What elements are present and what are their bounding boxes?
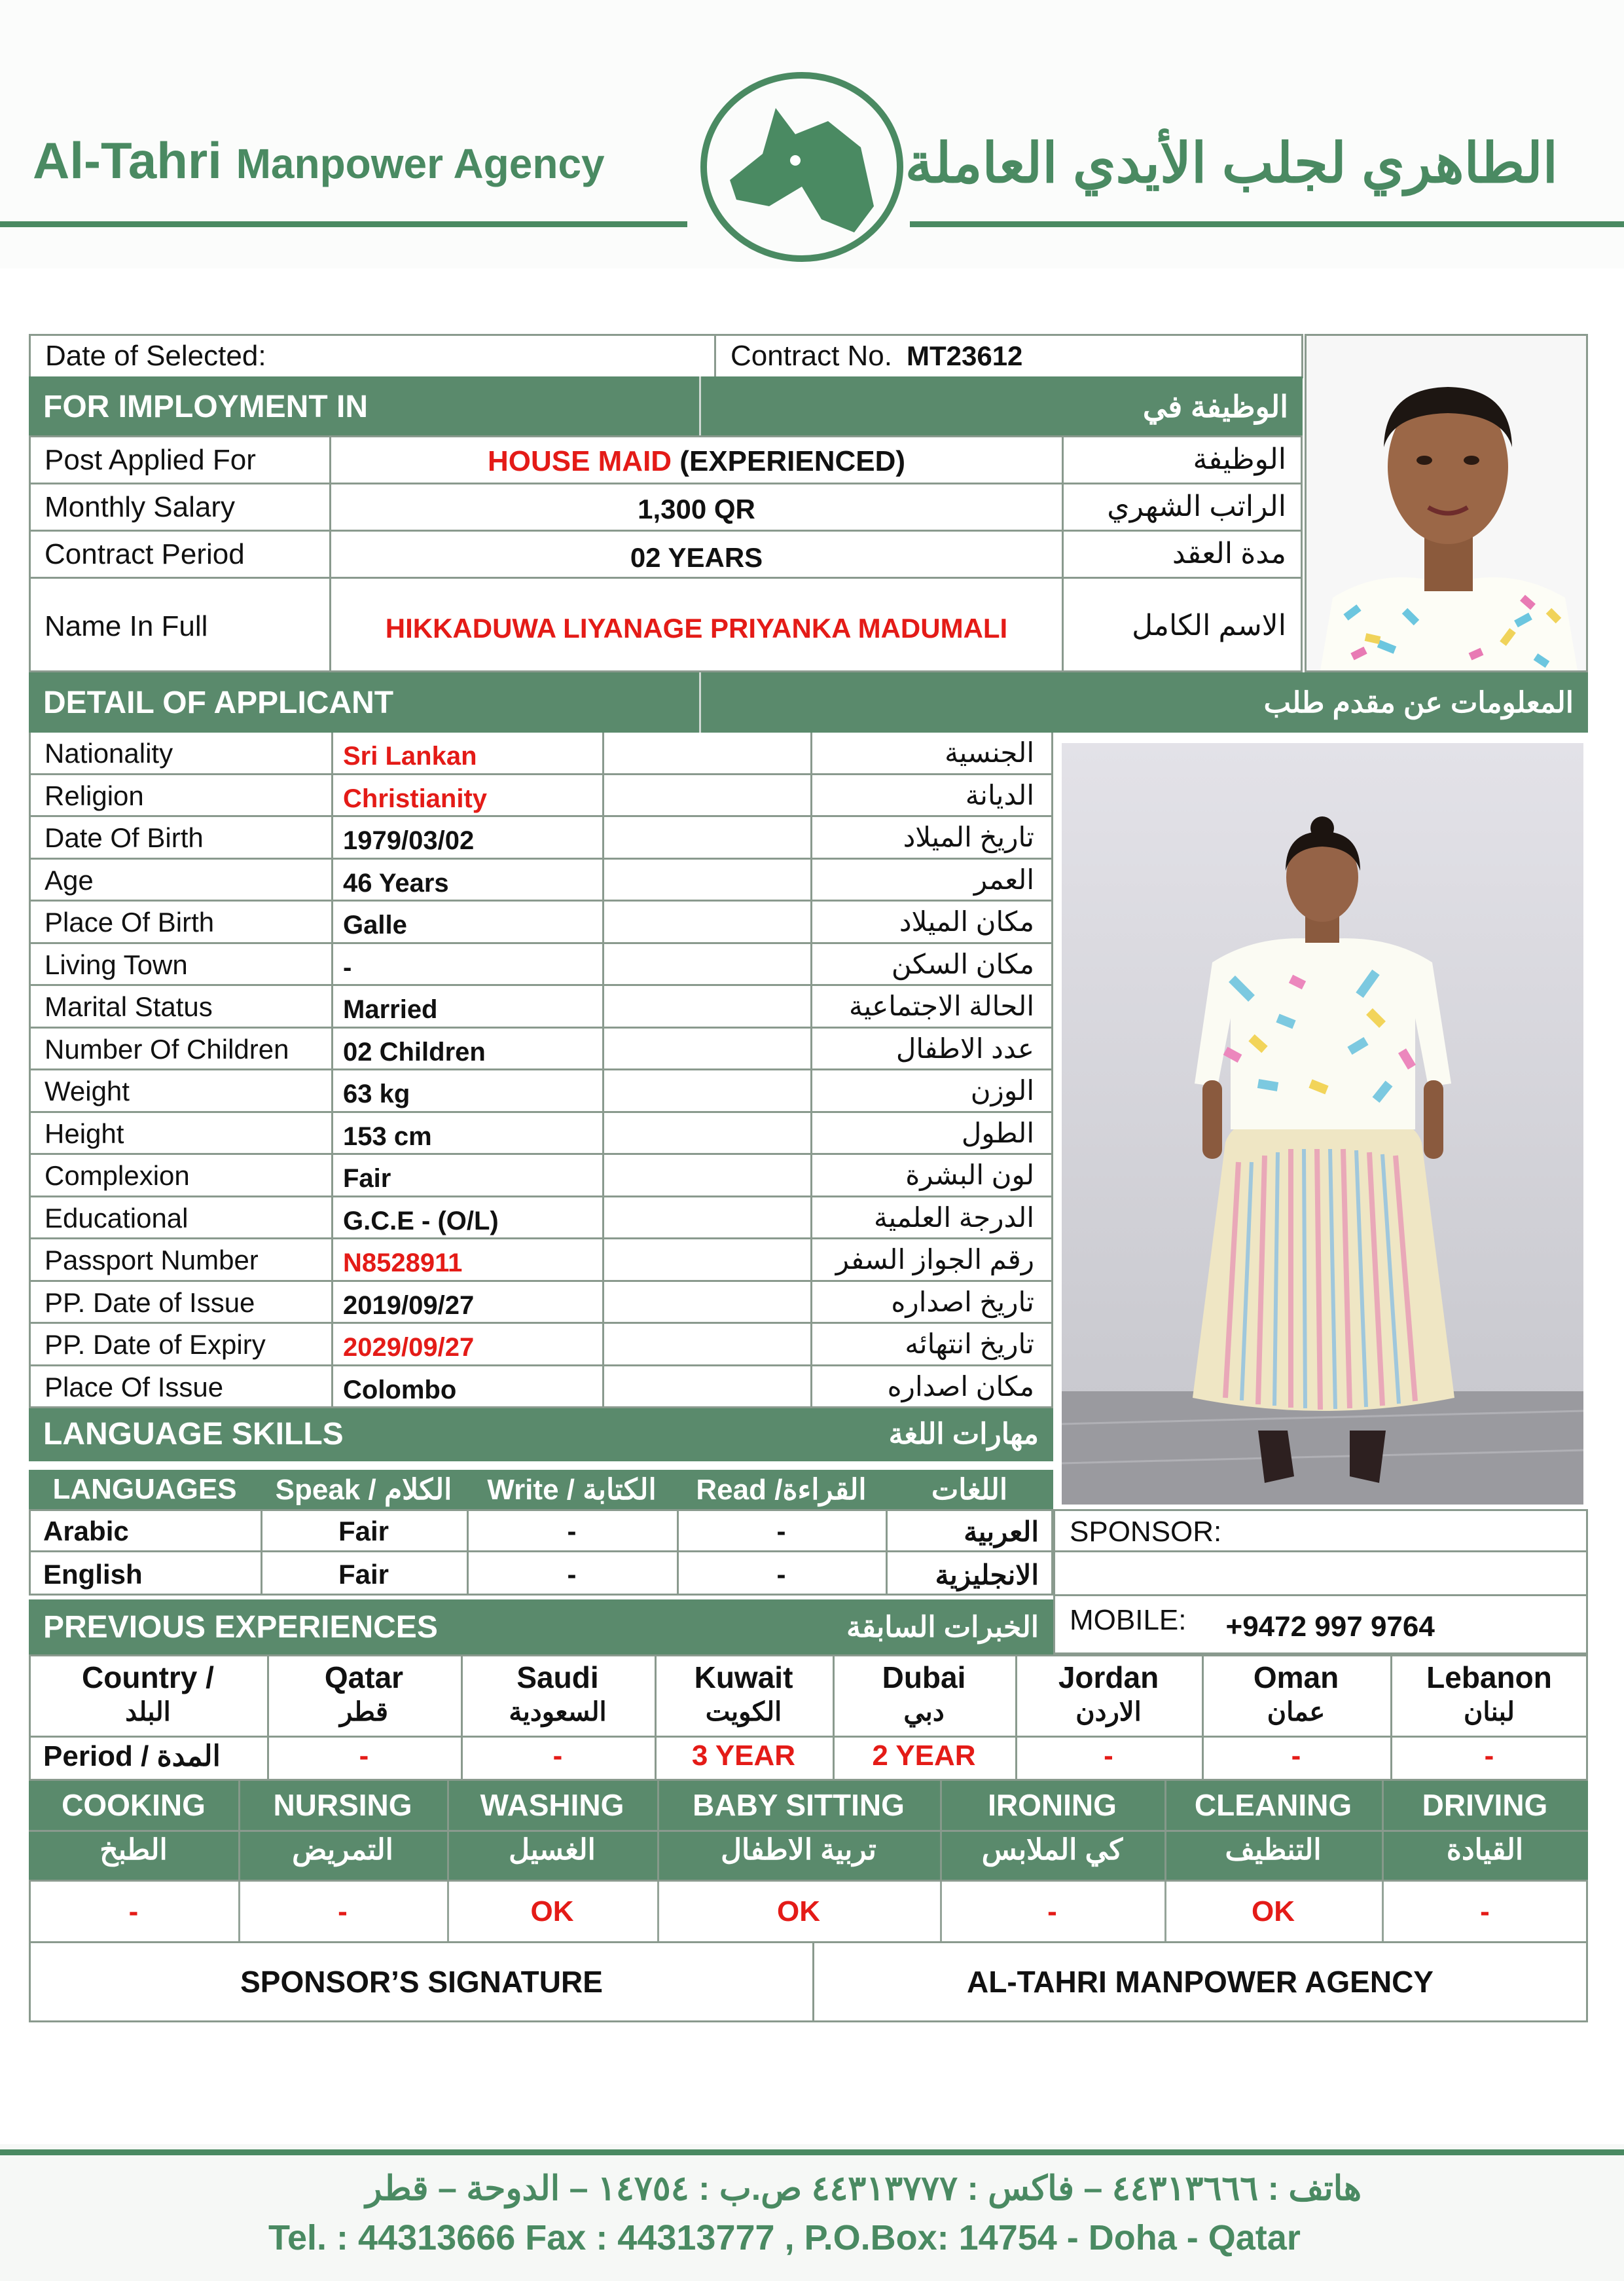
agency-name-en-part2: Manpower Agency [236, 140, 605, 187]
skill-name: NURSING [273, 1788, 412, 1822]
detail-row-line [29, 1153, 1053, 1155]
detail-value: Colombo [343, 1375, 457, 1404]
detail-title-ar: المعلومات عن مقدم طلب [1263, 686, 1574, 719]
skill-name-ar: كي الملابس [981, 1834, 1123, 1866]
detail-row-line [29, 942, 1053, 944]
detail-label-ar: الجنسية [945, 737, 1034, 768]
post-label-ar: الوظيفة [1193, 443, 1286, 475]
letterhead [0, 0, 1624, 268]
salary-label: Monthly Salary [45, 491, 236, 523]
post-value [331, 445, 1062, 478]
detail-value: 2029/09/27 [343, 1333, 475, 1362]
detail-label-ar: عدد الاطفال [895, 1032, 1034, 1064]
language-col-header: Read /القراءة [696, 1473, 867, 1506]
language-col-header: اللغات [931, 1473, 1008, 1506]
country-period: - [1104, 1740, 1113, 1772]
detail-col-divider [602, 733, 604, 1408]
post-value-main: HOUSE MAID [487, 445, 672, 477]
country-name: Lebanon [1426, 1660, 1552, 1694]
country-name: Qatar [324, 1660, 404, 1694]
detail-row-line [29, 815, 1053, 817]
footer [0, 2144, 1624, 2281]
employment-title-ar: الوظيفة في [1142, 390, 1288, 424]
country-name-ar: الكويت [705, 1698, 782, 1726]
contract-period-label: Contract Period [45, 538, 245, 570]
detail-row-line [29, 900, 1053, 902]
language-cell: - [776, 1559, 786, 1590]
mobile-number: +9472 997 9764 [1225, 1611, 1435, 1643]
detail-value: 153 cm [343, 1122, 432, 1151]
detail-value: Fair [343, 1164, 391, 1193]
skill-name: IRONING [988, 1788, 1117, 1822]
contract-cell [714, 334, 1303, 378]
detail-row-line [29, 773, 1053, 775]
detail-bar-divider [699, 672, 701, 733]
language-col-divider [886, 1509, 888, 1552]
detail-label: Living Town [45, 949, 188, 980]
mobile-label: MOBILE: [1070, 1604, 1187, 1636]
language-bar [29, 1406, 1053, 1461]
detail-label: Passport Number [45, 1245, 259, 1275]
detail-label-ar: رقم الجواز السفر [835, 1244, 1034, 1275]
detail-row-line [29, 1027, 1053, 1029]
language-cell: - [776, 1516, 786, 1546]
country-period: 3 YEAR [691, 1740, 796, 1772]
detail-label-ar: مكان اصداره [887, 1370, 1034, 1402]
salary-value: 1,300 QR [638, 494, 755, 524]
detail-row-line [29, 984, 1053, 986]
sponsor-label: SPONSOR: [1070, 1515, 1222, 1548]
skill-value: - [128, 1895, 139, 1927]
experience-bar [29, 1599, 1053, 1654]
country-period: - [552, 1740, 563, 1772]
skill-name: DRIVING [1422, 1788, 1548, 1822]
detail-label: Place Of Birth [45, 907, 215, 938]
country-name-ar: عمان [1267, 1698, 1326, 1726]
detail-label: Age [45, 864, 94, 896]
skill-value: - [1047, 1895, 1057, 1927]
footer-address-en: Tel. : 44313666 Fax : 44313777 , P.O.Box: 14754 - Doha - Qatar [268, 2218, 1301, 2257]
detail-value: Married [343, 995, 438, 1024]
skill-value: OK [777, 1895, 820, 1927]
agency-signature-cell [812, 1941, 1588, 2022]
language-col-divider [261, 1509, 262, 1552]
header-rule-right [910, 221, 1624, 227]
country-name-ar: دبي [903, 1698, 945, 1726]
language-col-header: Write / الكتابة [487, 1473, 657, 1506]
detail-label-ar: تاريخ الميلاد [903, 822, 1034, 852]
skill-name-ar: الغسيل [509, 1834, 596, 1866]
detail-label: PP. Date of Expiry [45, 1329, 266, 1360]
country-name: Dubai [882, 1660, 966, 1694]
country-name: Oman [1253, 1660, 1339, 1694]
full-name-label: Name In Full [45, 610, 208, 642]
employment-col-divider-2 [1062, 435, 1064, 672]
footer-address-ar: هاتف : ٤٤٣١٣٦٦٦ – فاكس : ٤٤٣١٣٧٧٧ ص.ب : ١٤٧٥٤ – الدوحة – قطر [365, 2170, 1362, 2208]
detail-label: Complexion [45, 1160, 190, 1191]
header-rule-left [0, 221, 687, 227]
language-col-divider [677, 1552, 679, 1596]
detail-value: 46 Years [343, 868, 449, 898]
detail-title-en: DETAIL OF APPLICANT [43, 685, 394, 720]
detail-row-line [29, 1364, 1053, 1366]
detail-row-line [29, 1406, 1053, 1408]
detail-col-divider [810, 733, 812, 1408]
language-cell: Fair [338, 1516, 389, 1546]
detail-row-line [29, 1237, 1053, 1239]
language-cell: - [567, 1559, 577, 1590]
full-name-label-ar: الاسم الكامل [1132, 610, 1286, 642]
language-cell: Fair [338, 1559, 389, 1590]
detail-label-ar: الطول [961, 1117, 1034, 1148]
language-col-divider [261, 1552, 262, 1596]
employment-title-en: FOR IMPLOYMENT IN [43, 389, 368, 424]
agency-name-en-part1: Al-Tahri [33, 132, 222, 189]
country-period: - [359, 1740, 369, 1772]
agency-signature-label: AL-TAHRI MANPOWER AGENCY [967, 1965, 1434, 1999]
country-name: Saudi [516, 1660, 599, 1694]
language-cell: Arabic [43, 1516, 129, 1546]
detail-bar [29, 672, 1588, 733]
full-body-photo [1062, 743, 1583, 1505]
language-col-divider [886, 1552, 888, 1596]
country-period: - [1484, 1740, 1494, 1772]
detail-value: 63 kg [343, 1080, 410, 1108]
detail-label-ar: العمر [973, 864, 1034, 895]
employment-bar [29, 376, 1303, 437]
detail-label-ar: تاريخ اصداره [891, 1286, 1034, 1317]
experience-title-en: PREVIOUS EXPERIENCES [43, 1609, 438, 1645]
post-value-note: (EXPERIENCED) [672, 445, 906, 477]
country-name: Country / [82, 1660, 214, 1694]
experience-title-ar: الخبرات السابقة [846, 1611, 1039, 1643]
detail-value: - [343, 953, 352, 982]
detail-row-line [29, 1322, 1053, 1324]
detail-label-ar: الديانة [965, 779, 1034, 811]
sponsor-blank-cell [1053, 1550, 1588, 1596]
experience-row-line [29, 1736, 1588, 1738]
detail-label: Place Of Issue [45, 1371, 224, 1402]
detail-label-ar: الوزن [970, 1075, 1034, 1106]
country-name: Jordan [1058, 1660, 1159, 1694]
detail-col-divider [331, 733, 333, 1408]
detail-row-line [29, 1195, 1053, 1197]
language-col-header: Speak / الكلام [275, 1473, 452, 1506]
detail-label: Number Of Children [45, 1033, 289, 1065]
language-col-divider [467, 1552, 469, 1596]
skill-name: COOKING [62, 1788, 206, 1822]
country-period: 2 YEAR [872, 1740, 976, 1772]
language-col-header: LANGUAGES [52, 1473, 237, 1505]
language-col-divider [467, 1509, 469, 1552]
skill-name-ar: التنظيف [1225, 1834, 1322, 1866]
mobile-cell [1053, 1594, 1588, 1654]
language-title-ar: مهارات اللغة [888, 1417, 1039, 1450]
country-name-ar: السعودية [509, 1698, 607, 1726]
detail-label: Date Of Birth [45, 822, 204, 853]
contract-number: MT23612 [906, 340, 1023, 371]
detail-label-ar: لون البشرة [905, 1159, 1034, 1190]
portrait-photo [1305, 334, 1588, 672]
skill-name: CLEANING [1194, 1788, 1352, 1822]
full-name-value: HIKKADUWA LIYANAGE PRIYANKA MADUMALI [385, 613, 1008, 644]
detail-row-line [29, 1068, 1053, 1070]
skill-value: OK [530, 1895, 574, 1927]
detail-label-ar: مكان الميلاد [899, 906, 1034, 937]
skills-header-line [29, 1830, 1588, 1832]
skill-name: BABY SITTING [693, 1788, 905, 1822]
country-name-ar: لبنان [1464, 1698, 1515, 1726]
skill-value: - [338, 1895, 348, 1927]
detail-label: PP. Date of Issue [45, 1286, 255, 1318]
detail-value: 02 Children [343, 1037, 486, 1067]
country-name-ar: الاردن [1075, 1698, 1142, 1726]
detail-row-line [29, 1111, 1053, 1113]
contract-period-label-ar: مدة العقد [1172, 538, 1286, 570]
country-name-ar: قطر [339, 1698, 388, 1726]
date-selected-cell [29, 334, 716, 378]
detail-value: Christianity [343, 784, 488, 813]
skill-value: - [1480, 1895, 1490, 1927]
language-cell: العربية [964, 1516, 1039, 1547]
bar-divider [699, 376, 701, 437]
horse-logo [697, 69, 907, 265]
salary-label-ar: الراتب الشهري [1107, 490, 1286, 522]
detail-value: N8528911 [343, 1249, 463, 1277]
skill-value: OK [1252, 1895, 1295, 1927]
language-cell: English [43, 1559, 143, 1590]
country-name: Kuwait [694, 1660, 793, 1694]
agency-name-en [33, 131, 605, 191]
country-period: - [1291, 1740, 1301, 1772]
detail-label: Marital Status [45, 991, 213, 1022]
detail-label-ar: الدرجة العلمية [873, 1201, 1034, 1233]
sponsor-signature-label: SPONSOR’S SIGNATURE [240, 1965, 603, 1999]
detail-label: Nationality [45, 738, 173, 769]
detail-value: G.C.E - (O/L) [343, 1206, 499, 1235]
language-col-divider [677, 1509, 679, 1552]
detail-label-ar: مكان السكن [891, 948, 1034, 979]
language-cell: الانجليزية [935, 1560, 1039, 1590]
sponsor-cell [1053, 1509, 1588, 1552]
country-period: Period / المدة [43, 1740, 221, 1772]
date-selected-label: Date of Selected: [45, 340, 266, 372]
skill-name-ar: القيادة [1446, 1834, 1524, 1866]
footer-rule [0, 2149, 1624, 2155]
detail-label-ar: الحالة الاجتماعية [849, 991, 1034, 1021]
contract-label: Contract No. [731, 340, 892, 372]
country-name-ar: البلد [125, 1698, 171, 1726]
skill-name-ar: الطبخ [99, 1834, 168, 1866]
detail-value: Sri Lankan [343, 742, 477, 771]
skill-name-ar: تربية الاطفال [721, 1834, 876, 1866]
language-title-en: LANGUAGE SKILLS [43, 1416, 344, 1451]
detail-row-line [29, 858, 1053, 860]
skill-name-ar: التمريض [292, 1834, 393, 1866]
detail-value: 1979/03/02 [343, 826, 475, 855]
sponsor-signature-cell [29, 1941, 814, 2022]
post-label: Post Applied For [45, 444, 256, 476]
detail-label: Weight [45, 1076, 130, 1106]
detail-label-ar: تاريخ انتهائه [905, 1328, 1034, 1359]
detail-label: Religion [45, 780, 144, 811]
agency-name-ar: الطاهري لجلب الأيدي العاملة [905, 132, 1558, 194]
contract-period-value: 02 YEARS [630, 542, 763, 573]
detail-label: Educational [45, 1202, 189, 1233]
detail-value: Galle [343, 911, 407, 940]
detail-row-line [29, 1280, 1053, 1282]
detail-value: 2019/09/27 [343, 1290, 475, 1320]
skill-name: WASHING [480, 1788, 624, 1822]
language-cell: - [567, 1516, 577, 1546]
detail-label: Height [45, 1118, 124, 1149]
